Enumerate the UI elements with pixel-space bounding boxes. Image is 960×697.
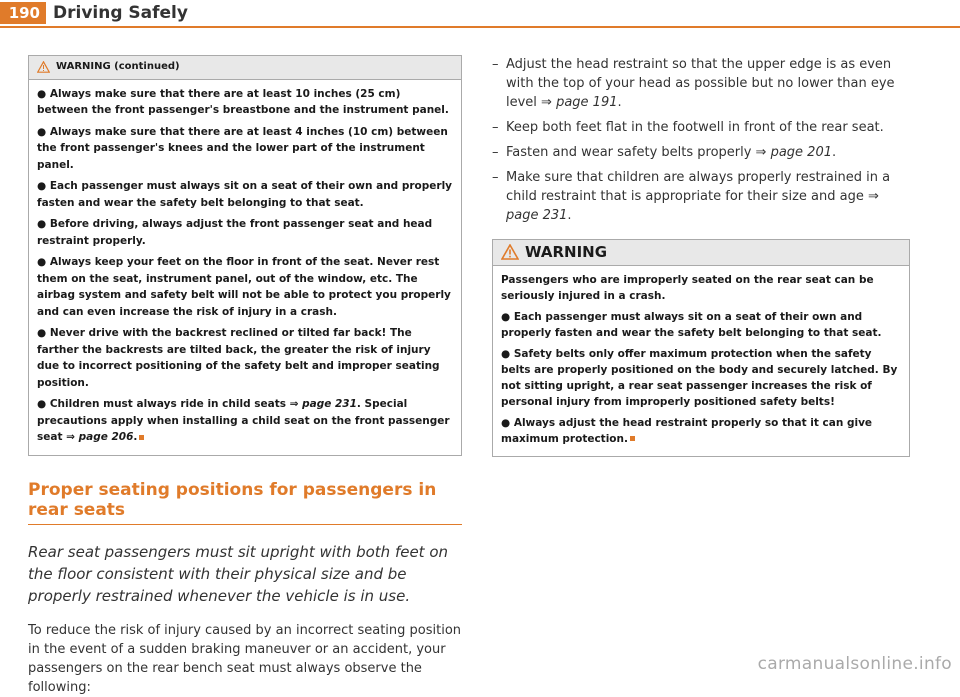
instruction-list [492,55,910,225]
warning-item-last: ● Always adjust the head restraint properly so that it can give maximum protection. [501,416,873,445]
warning-item: ● Safety belts only offer maximum protection when the safety belts are properly positioned on the body and securely latched. By not sitting upright, a rear seat passenger increases the risk of personal injury from improperly positioned safety belts! [501,347,898,408]
warning-body [29,80,461,455]
end-marker-icon [139,435,144,440]
warning-heading: WARNING (continued) [56,61,180,72]
warning-item: ● Before driving, always adjust the front passenger seat and head restraint properly. [37,218,433,247]
page-link[interactable]: page 206 [78,431,134,443]
section-heading: Proper seating positions for passengers in rear seats [28,480,462,525]
left-column [28,55,462,697]
page-link[interactable]: page 191 [556,95,618,110]
warning-item: ● Always make sure that there are at least 10 inches (25 cm) between the front passenger's breastbone and the instrument panel. [37,87,449,116]
section-intro: Rear seat passengers must sit upright with both feet on the floor consistent with their physical size and be properly restrained whenever the vehicle is in use. [28,542,449,605]
warning-item: ● Each passenger must always sit on a seat of their own and properly fasten and wear the safety belt belonging to that seat. [501,310,882,339]
warning-item: ● Always keep your feet on the floor in front of the seat. Never rest them on the seat, instrument panel, out of the window, etc. The airbag system and safety belt will not be able to protect you properly and can even increase the risk of injury in a crash. [37,256,451,318]
header-rule [0,26,960,28]
warning-triangle-icon [37,61,50,73]
watermark: carmanualsonline.info [757,654,952,674]
page-number: 190 [0,2,46,24]
warning-box [492,239,910,457]
warning-item: ● Never drive with the backrest reclined or tilted far back! The farther the backrests are tilted back, the greater the risk of injury due to incorrect positioning of the safety belt and improper seating position. [37,327,440,389]
warning-heading: WARNING [525,243,608,261]
page-link[interactable]: page 201 [770,145,832,160]
list-item: – Adjust the head restraint so that the upper edge is as even with the top of your head as possible but no lower than eye level ⇒ page 191. [492,55,910,112]
page-link[interactable]: page 231 [302,398,357,410]
warning-header [493,240,909,266]
right-column [492,55,910,457]
list-item: – Keep both feet flat in the footwell in front of the rear seat. [492,118,910,137]
warning-item: ● Each passenger must always sit on a seat of their own and properly fasten and wear the safety belt belonging to that seat. [37,180,453,209]
warning-header [29,56,461,80]
warning-item-last: ● Children must always ride in child seats ⇒ page 231. Special precautions apply when installing a child seat on the front passenger seat ⇒ page 206. [37,398,450,443]
warning-lead: Passengers who are improperly seated on the rear seat can be seriously injured in a crash. [501,273,874,302]
section-body: To reduce the risk of injury caused by an incorrect seating position in the event of a sudden braking maneuver or an accident, your passengers on the rear bench seat must always observe the following: [28,622,462,695]
warning-item: ● Always make sure that there are at least 4 inches (10 cm) between the front passenger's knees and the lower part of the instrument panel. [37,125,448,171]
warning-box-continued [28,55,462,456]
end-marker-icon [630,436,635,441]
warning-body [493,266,909,456]
page-header [0,0,960,30]
section-title: Driving Safely [53,3,188,23]
warning-triangle-icon [501,244,519,260]
page-link[interactable]: page 231 [506,208,568,223]
list-item: – Fasten and wear safety belts properly ⇒ page 201. [492,143,910,162]
list-item: – Make sure that children are always properly restrained in a child restraint that is appropriate for their size and age ⇒ page 231. [492,168,910,225]
